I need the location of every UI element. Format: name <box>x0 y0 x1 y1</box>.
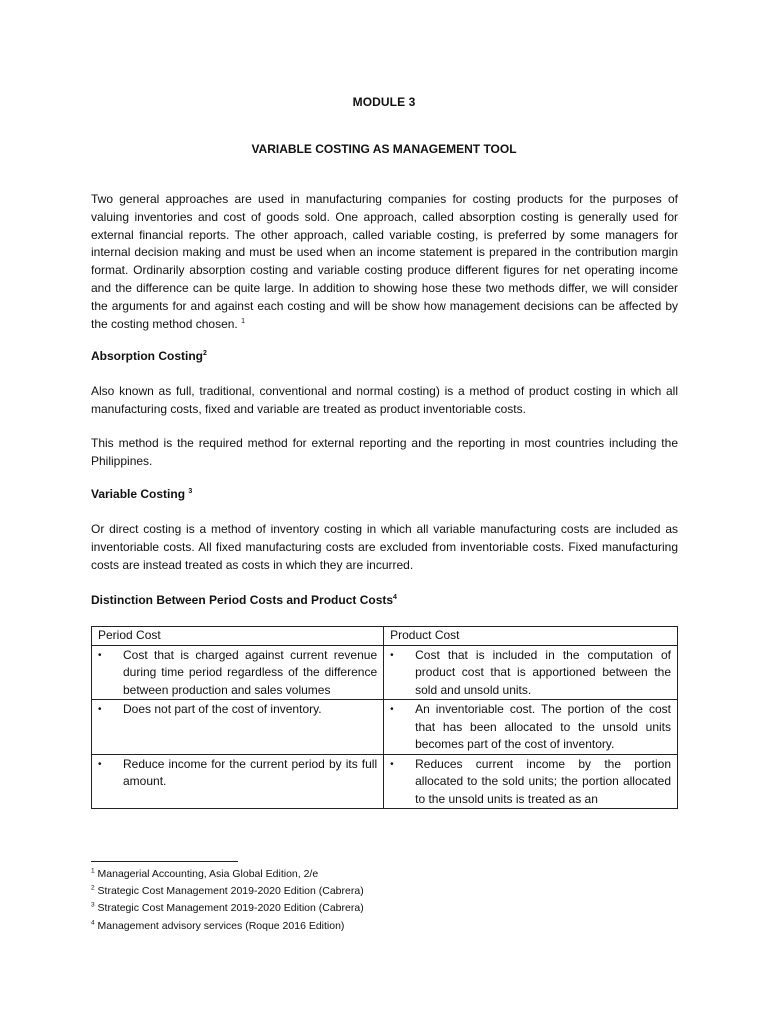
table-row <box>92 700 678 755</box>
footnote-text: Managerial Accounting, Asia Global Edition, 2/e <box>97 868 319 880</box>
table-cell <box>384 700 678 755</box>
bullet-icon: • <box>98 758 102 770</box>
bullet-icon: • <box>390 704 394 715</box>
product-cost-text: Reduces current income by the portion allocated to the sold units; the portion allocated to the unsold units is treated as an <box>415 756 671 806</box>
bullet-icon: • <box>390 758 394 770</box>
bullet-icon: • <box>98 704 102 715</box>
footnote-number: 2 <box>91 884 95 892</box>
table-cell <box>92 645 384 700</box>
footnote <box>91 866 364 883</box>
period-cost-text: Cost that is charged against current revenue during time period regardless of the difference between production and sales volumes <box>123 647 378 697</box>
absorption-heading <box>91 349 207 363</box>
absorption-paragraph-2: This method is the required method for external reporting and the reporting in most countries including the Philippines. <box>91 436 678 468</box>
footnote <box>91 900 364 917</box>
product-cost-text: Cost that is included in the computation of product cost that is apportioned between the sold and unsold units. <box>415 647 671 697</box>
table-cell <box>92 700 384 755</box>
table-header-row <box>92 627 678 646</box>
variable-paragraph: Or direct costing is a method of inventory costing in which all variable manufacturing costs are included as inventoriable costs. All fixed manufacturing costs are excluded from inventoriable costs. Fixed manufacturing costs are instead treated as costs in which they are incurred. <box>91 522 678 572</box>
variable-footnote-ref: 3 <box>188 488 193 495</box>
footnote-text: Strategic Cost Management 2019-2020 Edition (Cabrera) <box>97 902 364 915</box>
variable-heading-text: Variable Costing <box>91 487 186 501</box>
document-title: VARIABLE COSTING AS MANAGEMENT TOOL <box>251 142 517 156</box>
absorption-heading-text: Absorption Costing <box>91 349 203 363</box>
table-cell <box>92 754 384 808</box>
absorption-footnote-ref: 2 <box>202 350 207 357</box>
absorption-paragraph-1: Also known as full, traditional, conventional and normal costing) is a method of product costing in which all manufacturing costs, fixed and variable are treated as product inventoriable costs. <box>91 384 678 416</box>
period-cost-text: Does not part of the cost of inventory. <box>123 702 322 716</box>
footnote-divider <box>91 861 238 862</box>
bullet-icon: • <box>390 649 394 661</box>
footnote <box>91 883 364 900</box>
table-cell <box>384 754 678 808</box>
footnote-number: 4 <box>91 919 95 927</box>
table-cell <box>384 645 678 700</box>
intro-footnote-ref: 1 <box>241 317 246 325</box>
bullet-icon: • <box>98 649 102 661</box>
module-title: MODULE 3 <box>352 95 416 109</box>
footnote <box>91 918 364 935</box>
product-cost-text: An inventoriable cost. The portion of the cost that has been allocated to the unsold units becomes part of the cost of inventory. <box>415 702 671 751</box>
period-product-cost-table <box>91 626 678 809</box>
period-cost-text: Reduce income for the current period by its full amount. <box>123 756 378 788</box>
product-cost-header: Product Cost <box>384 627 678 646</box>
footnote-text: Management advisory services (Roque 2016 Edition) <box>97 919 345 932</box>
table-row <box>92 754 678 808</box>
footnote-number: 3 <box>91 901 95 909</box>
period-cost-header: Period Cost <box>92 627 384 646</box>
footnote-text: Strategic Cost Management 2019-2020 Edition (Cabrera) <box>97 885 364 898</box>
footnotes <box>91 866 364 935</box>
distinction-footnote-ref: 4 <box>393 594 397 601</box>
intro-text: Two general approaches are used in manufacturing companies for costing products for the purposes of valuing inventories and cost of goods sold. One approach, called absorption costing is generally used for external financial reports. The other approach, called variable costing, is preferred by some managers for internal decision making and must be used when an income statement is prepared in the contribution margin format. Ordinarily absorption costing and variable costing produce different figures for net operating income and the difference can be quite large. In addition to showing hose these two methods differ, we will consider the arguments for and against each costing and will be show how management decisions can be affected by the costing method chosen. <box>91 192 678 331</box>
intro-paragraph <box>91 191 678 333</box>
table-row <box>92 645 678 700</box>
footnote-number: 1 <box>91 867 95 875</box>
variable-heading <box>91 487 192 501</box>
distinction-heading <box>91 593 397 607</box>
distinction-heading-text: Distinction Between Period Costs and Product Costs <box>91 593 394 607</box>
